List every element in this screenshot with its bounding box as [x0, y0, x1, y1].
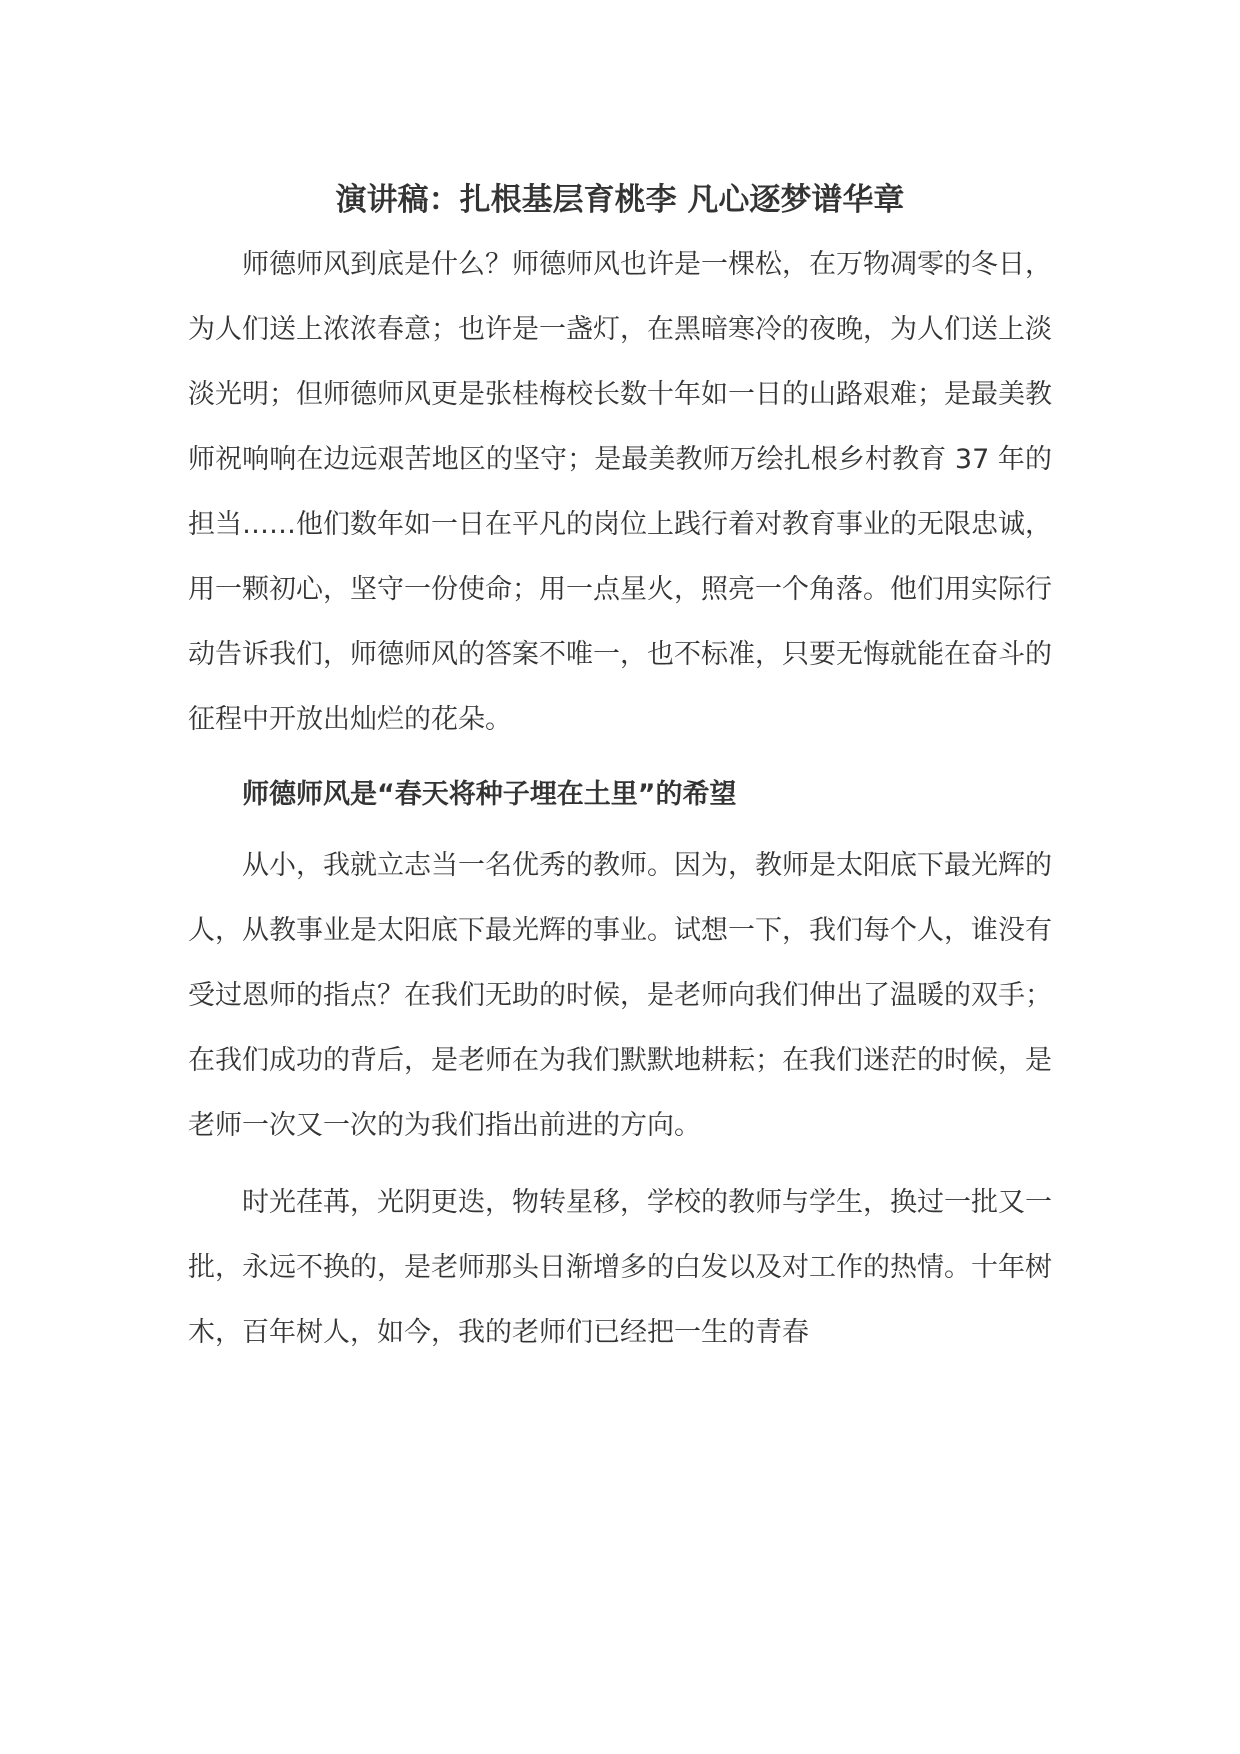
section-subheading: 师德师风是“春天将种子埋在土里”的希望 [242, 779, 737, 810]
document-title: 演讲稿：扎根基层育桃李 凡心逐梦谱华章 [335, 182, 905, 218]
paragraph-intro: 师德师风到底是什么？师德师风也许是一棵松，在万物凋零的冬日，为人们送上浓浓春意；也许是一盏灯，在黑暗寒冷的夜晚，为人们送上淡淡光明；但师德师风更是张桂梅校长数十年如一日的山路艰难；是最美教师祝响响在边远艰苦地区的坚守；是最美教师万绘扎根乡村教育 37 年的担当……他们数年如一日在平凡的岗位上践行着对教育事业的无限忠诚，用一颗初心，坚守一份使命；用一点星火，照亮一个角落。他们用实际行动告诉我们，师德师风的答案不唯一，也不标准，只要无悔就能在奋斗的征程中开放出灿烂的花朵。 [188, 249, 1052, 735]
paragraph-time: 时光荏苒，光阴更迭，物转星移，学校的教师与学生，换过一批又一批，永远不换的，是老师那头日渐增多的白发以及对工作的热情。十年树木，百年树人，如今，我的老师们已经把一生的青春 [188, 1187, 1052, 1348]
paragraph-childhood: 从小，我就立志当一名优秀的教师。因为，教师是太阳底下最光辉的人，从教事业是太阳底下最光辉的事业。试想一下，我们每个人，谁没有受过恩师的指点？在我们无助的时候，是老师向我们伸出了温暖的双手；在我们成功的背后，是老师在为我们默默地耕耘；在我们迷茫的时候，是老师一次又一次的为我们指出前进的方向。 [188, 850, 1052, 1141]
document-page [188, 168, 1052, 1365]
